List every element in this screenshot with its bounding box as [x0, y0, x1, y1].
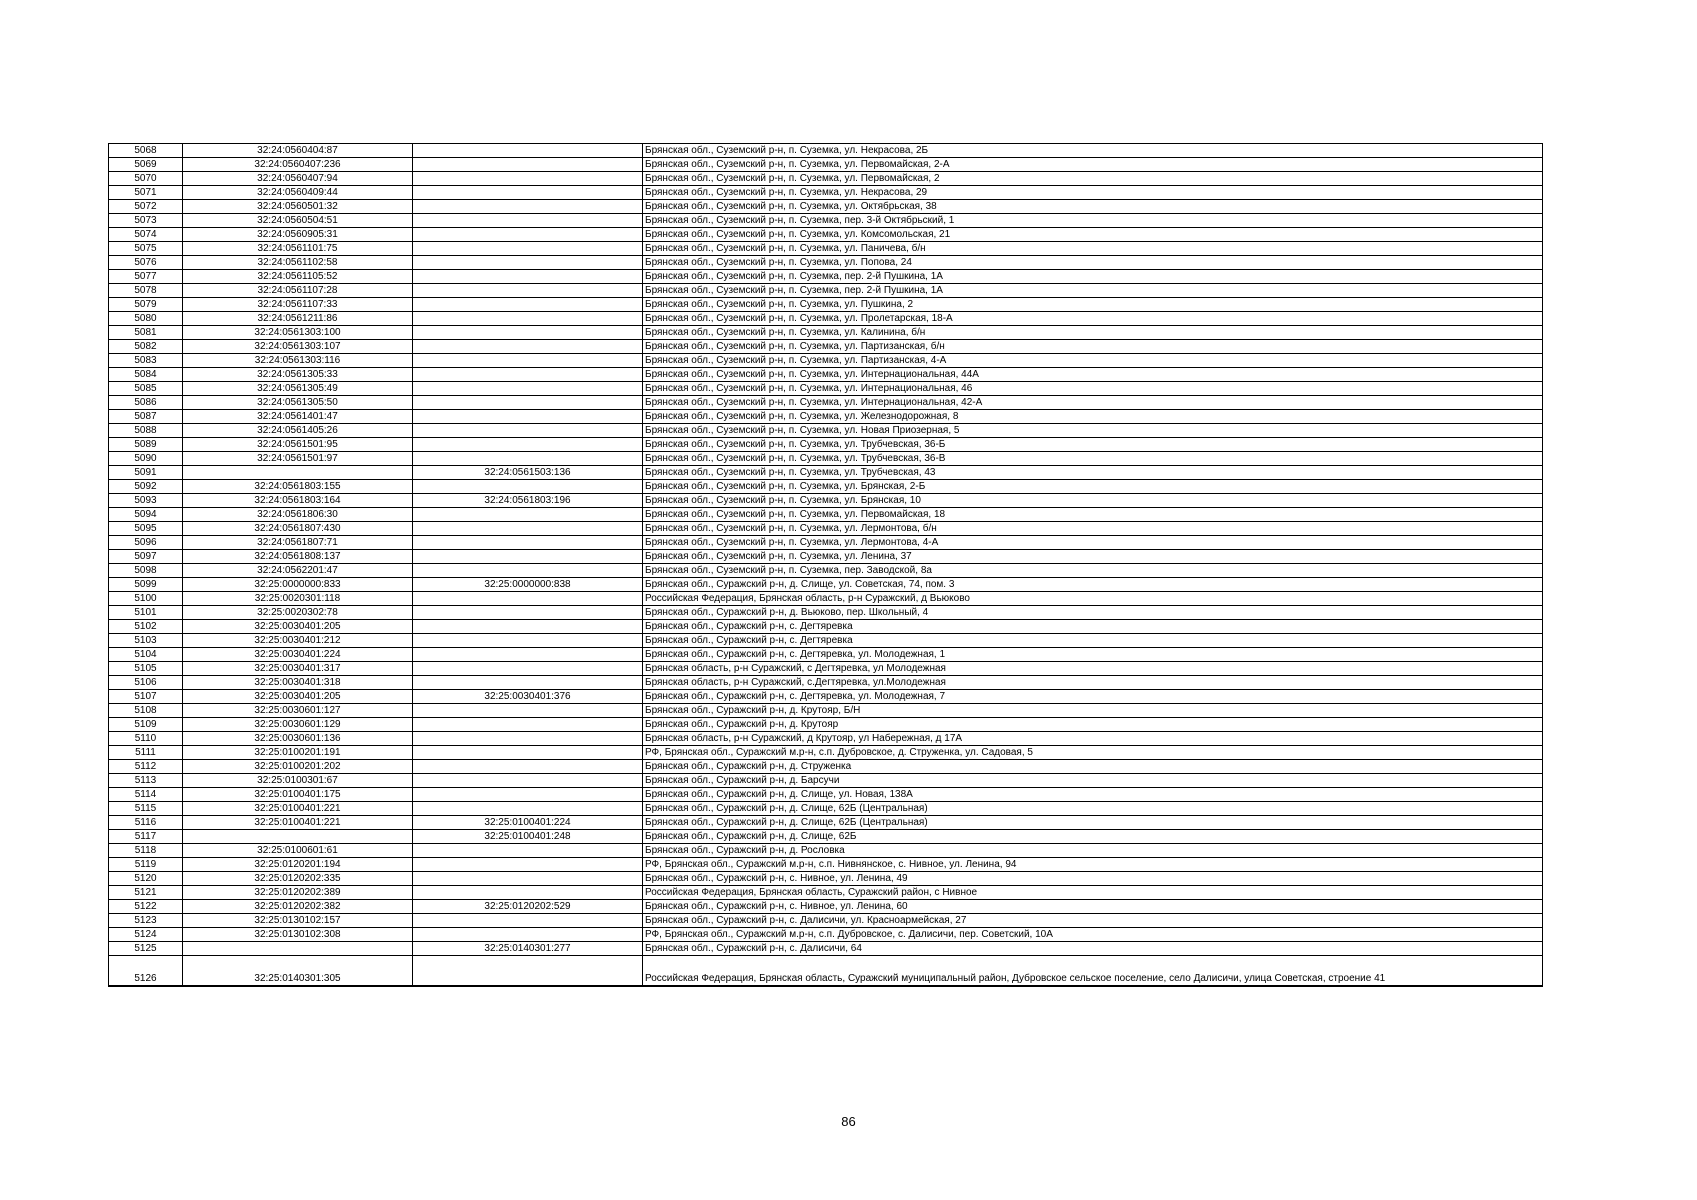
address-cell: Брянская обл., Суражский р-н, д. Барсучи: [643, 774, 1543, 788]
address-cell: Брянская обл., Суземский р-н, п. Суземка, пер. 3-й Октябрьский, 1: [643, 214, 1543, 228]
table-row: [109, 648, 1543, 662]
table-row: [109, 424, 1543, 438]
cadastral-number-cell: 32:25:0100201:202: [183, 760, 413, 774]
related-cadastral-number-cell: [413, 158, 643, 172]
related-cadastral-number-cell: [413, 508, 643, 522]
table-row: [109, 760, 1543, 774]
related-cadastral-number-cell: [413, 424, 643, 438]
cadastral-number-cell: 32:25:0030401:317: [183, 662, 413, 676]
cadastral-number-cell: 32:24:0561808:137: [183, 550, 413, 564]
table-row: [109, 690, 1543, 704]
cadastral-number-cell: 32:25:0030401:205: [183, 690, 413, 704]
cadastral-number-cell: 32:24:0561303:100: [183, 326, 413, 340]
row-number-cell: 5124: [109, 928, 183, 942]
property-table-body: [109, 144, 1543, 987]
address-cell: Брянская обл., Суземский р-н, п. Суземка, ул. Калинина, б/н: [643, 326, 1543, 340]
address-cell: Брянская обл., Суземский р-н, п. Суземка, ул. Интернациональная, 44А: [643, 368, 1543, 382]
table-row: [109, 606, 1543, 620]
cadastral-number-cell: 32:24:0561305:50: [183, 396, 413, 410]
table-row: [109, 228, 1543, 242]
address-cell: Российская Федерация, Брянская область, Суражский муниципальный район, Дубровское сельское поселение, село Далисичи, улица Советская, строение 41: [643, 956, 1543, 987]
related-cadastral-number-cell: [413, 774, 643, 788]
cadastral-number-cell: 32:25:0020301:118: [183, 592, 413, 606]
address-cell: Брянская обл., Суземский р-н, п. Суземка, ул. Лермонтова, б/н: [643, 522, 1543, 536]
row-number-cell: 5080: [109, 312, 183, 326]
row-number-cell: 5094: [109, 508, 183, 522]
cadastral-number-cell: 32:24:0561305:33: [183, 368, 413, 382]
address-cell: Брянская обл., Суземский р-н, п. Суземка, ул. Некрасова, 2Б: [643, 144, 1543, 158]
table-row: [109, 200, 1543, 214]
address-cell: Брянская обл., Суземский р-н, п. Суземка, ул. Комсомольская, 21: [643, 228, 1543, 242]
row-number-cell: 5069: [109, 158, 183, 172]
row-number-cell: 5072: [109, 200, 183, 214]
row-number-cell: 5090: [109, 452, 183, 466]
row-number-cell: 5088: [109, 424, 183, 438]
cadastral-number-cell: 32:24:0561803:164: [183, 494, 413, 508]
table-row: [109, 746, 1543, 760]
table-row: [109, 732, 1543, 746]
table-row: [109, 508, 1543, 522]
address-cell: Брянская обл., Суражский р-н, д. Крутояр, Б/Н: [643, 704, 1543, 718]
address-cell: Брянская обл., Суземский р-н, п. Суземка, ул. Первомайская, 2: [643, 172, 1543, 186]
row-number-cell: 5114: [109, 788, 183, 802]
page-number: 86: [841, 1114, 856, 1129]
table-row: [109, 788, 1543, 802]
related-cadastral-number-cell: [413, 340, 643, 354]
address-cell: Брянская обл., Суземский р-н, п. Суземка, ул. Некрасова, 29: [643, 186, 1543, 200]
row-number-cell: 5070: [109, 172, 183, 186]
table-row: [109, 270, 1543, 284]
address-cell: Брянская область, р-н Суражский, с.Дегтяревка, ул.Молодежная: [643, 676, 1543, 690]
table-row: [109, 858, 1543, 872]
related-cadastral-number-cell: [413, 536, 643, 550]
row-number-cell: 5102: [109, 620, 183, 634]
related-cadastral-number-cell: [413, 872, 643, 886]
cadastral-number-cell: 32:24:0561807:71: [183, 536, 413, 550]
cadastral-number-cell: 32:24:0561101:75: [183, 242, 413, 256]
cadastral-number-cell: 32:24:0561303:116: [183, 354, 413, 368]
related-cadastral-number-cell: [413, 382, 643, 396]
row-number-cell: 5122: [109, 900, 183, 914]
address-cell: Брянская обл., Суземский р-н, п. Суземка, ул. Трубчевская, 36-Б: [643, 438, 1543, 452]
related-cadastral-number-cell: [413, 746, 643, 760]
row-number-cell: 5120: [109, 872, 183, 886]
address-cell: Брянская обл., Суземский р-н, п. Суземка, ул. Лермонтова, 4-А: [643, 536, 1543, 550]
row-number-cell: 5103: [109, 634, 183, 648]
table-row: [109, 676, 1543, 690]
related-cadastral-number-cell: [413, 256, 643, 270]
address-cell: Брянская область, р-н Суражский, с Дегтяревка, ул Молодежная: [643, 662, 1543, 676]
address-cell: Брянская обл., Суражский р-н, д. Слище, 62Б (Центральная): [643, 802, 1543, 816]
related-cadastral-number-cell: 32:24:0561803:196: [413, 494, 643, 508]
table-row: [109, 900, 1543, 914]
row-number-cell: 5084: [109, 368, 183, 382]
table-row: [109, 396, 1543, 410]
cadastral-number-cell: 32:25:0030601:136: [183, 732, 413, 746]
cadastral-number-cell: 32:25:0100401:175: [183, 788, 413, 802]
related-cadastral-number-cell: [413, 214, 643, 228]
related-cadastral-number-cell: [413, 620, 643, 634]
cadastral-number-cell: 32:25:0020302:78: [183, 606, 413, 620]
row-number-cell: 5101: [109, 606, 183, 620]
related-cadastral-number-cell: [413, 662, 643, 676]
address-cell: Брянская обл., Суземский р-н, п. Суземка, ул. Трубчевская, 43: [643, 466, 1543, 480]
address-cell: Брянская обл., Суземский р-н, п. Суземка, ул. Железнодорожная, 8: [643, 410, 1543, 424]
row-number-cell: 5108: [109, 704, 183, 718]
related-cadastral-number-cell: 32:25:0000000:838: [413, 578, 643, 592]
address-cell: Брянская обл., Суземский р-н, п. Суземка, пер. 2-й Пушкина, 1А: [643, 284, 1543, 298]
table-row: [109, 340, 1543, 354]
related-cadastral-number-cell: [413, 354, 643, 368]
cadastral-number-cell: 32:24:0561303:107: [183, 340, 413, 354]
row-number-cell: 5107: [109, 690, 183, 704]
address-cell: Брянская обл., Суражский р-н, с. Далисичи, 64: [643, 942, 1543, 956]
cadastral-number-cell: 32:25:0130102:157: [183, 914, 413, 928]
cadastral-number-cell: 32:25:0120202:382: [183, 900, 413, 914]
address-cell: Брянская обл., Суземский р-н, п. Суземка, ул. Брянская, 2-Б: [643, 480, 1543, 494]
cadastral-number-cell: 32:24:0561803:155: [183, 480, 413, 494]
row-number-cell: 5113: [109, 774, 183, 788]
table-row: [109, 704, 1543, 718]
cadastral-number-cell: 32:24:0561305:49: [183, 382, 413, 396]
address-cell: Брянская обл., Суземский р-н, п. Суземка, ул. Октябрьская, 38: [643, 200, 1543, 214]
table-row: [109, 522, 1543, 536]
cadastral-number-cell: 32:25:0030401:205: [183, 620, 413, 634]
related-cadastral-number-cell: [413, 564, 643, 578]
table-row: [109, 410, 1543, 424]
table-row: [109, 144, 1543, 158]
related-cadastral-number-cell: 32:25:0120202:529: [413, 900, 643, 914]
address-cell: Брянская обл., Суземский р-н, п. Суземка, пер. Заводской, 8а: [643, 564, 1543, 578]
address-cell: Брянская обл., Суземский р-н, п. Суземка, ул. Ленина, 37: [643, 550, 1543, 564]
cadastral-number-cell: 32:25:0030401:224: [183, 648, 413, 662]
address-cell: Брянская обл., Суземский р-н, п. Суземка, ул. Первомайская, 2-А: [643, 158, 1543, 172]
row-number-cell: 5079: [109, 298, 183, 312]
address-cell: Брянская обл., Суземский р-н, п. Суземка, ул. Интернациональная, 46: [643, 382, 1543, 396]
cadastral-number-cell: 32:25:0120202:389: [183, 886, 413, 900]
address-cell: Российская Федерация, Брянская область, Суражский район, с Нивное: [643, 886, 1543, 900]
related-cadastral-number-cell: [413, 858, 643, 872]
cadastral-number-cell: 32:24:0561211:86: [183, 312, 413, 326]
cadastral-number-cell: 32:24:0560501:32: [183, 200, 413, 214]
address-cell: Брянская обл., Суражский р-н, д. Слище, 62Б: [643, 830, 1543, 844]
table-row: [109, 802, 1543, 816]
related-cadastral-number-cell: [413, 480, 643, 494]
row-number-cell: 5121: [109, 886, 183, 900]
cadastral-number-cell: 32:24:0560404:87: [183, 144, 413, 158]
related-cadastral-number-cell: [413, 368, 643, 382]
row-number-cell: 5104: [109, 648, 183, 662]
row-number-cell: 5109: [109, 718, 183, 732]
row-number-cell: 5071: [109, 186, 183, 200]
cadastral-number-cell: 32:25:0100301:67: [183, 774, 413, 788]
related-cadastral-number-cell: [413, 592, 643, 606]
cadastral-number-cell: [183, 942, 413, 956]
row-number-cell: 5126: [109, 956, 183, 987]
row-number-cell: 5076: [109, 256, 183, 270]
table-row: [109, 172, 1543, 186]
address-cell: Брянская обл., Суземский р-н, п. Суземка, пер. 2-й Пушкина, 1А: [643, 270, 1543, 284]
row-number-cell: 5100: [109, 592, 183, 606]
cadastral-number-cell: 32:25:0100201:191: [183, 746, 413, 760]
related-cadastral-number-cell: [413, 522, 643, 536]
cadastral-number-cell: 32:25:0100401:221: [183, 816, 413, 830]
row-number-cell: 5091: [109, 466, 183, 480]
related-cadastral-number-cell: [413, 326, 643, 340]
related-cadastral-number-cell: [413, 550, 643, 564]
related-cadastral-number-cell: [413, 704, 643, 718]
table-row: [109, 326, 1543, 340]
table-row: [109, 214, 1543, 228]
table-row: [109, 662, 1543, 676]
row-number-cell: 5115: [109, 802, 183, 816]
table-row: [109, 816, 1543, 830]
address-cell: Брянская обл., Суземский р-н, п. Суземка, ул. Брянская, 10: [643, 494, 1543, 508]
address-cell: Брянская обл., Суражский р-н, д. Крутояр: [643, 718, 1543, 732]
address-cell: Брянская обл., Суземский р-н, п. Суземка, ул. Партизанская, б/н: [643, 340, 1543, 354]
table-row: [109, 298, 1543, 312]
table-row: [109, 354, 1543, 368]
row-number-cell: 5089: [109, 438, 183, 452]
row-number-cell: 5085: [109, 382, 183, 396]
table-row: [109, 550, 1543, 564]
address-cell: РФ, Брянская обл., Суражский м.р-н, с.п. Дубровское, д. Струженка, ул. Садовая, 5: [643, 746, 1543, 760]
row-number-cell: 5077: [109, 270, 183, 284]
row-number-cell: 5096: [109, 536, 183, 550]
row-number-cell: 5106: [109, 676, 183, 690]
related-cadastral-number-cell: [413, 242, 643, 256]
cadastral-number-cell: 32:24:0560409:44: [183, 186, 413, 200]
row-number-cell: 5118: [109, 844, 183, 858]
row-number-cell: 5105: [109, 662, 183, 676]
related-cadastral-number-cell: 32:25:0100401:248: [413, 830, 643, 844]
related-cadastral-number-cell: [413, 396, 643, 410]
address-cell: Брянская обл., Суражский р-н, с. Нивное, ул. Ленина, 60: [643, 900, 1543, 914]
table-row: [109, 620, 1543, 634]
cadastral-number-cell: 32:24:0561501:97: [183, 452, 413, 466]
address-cell: Брянская обл., Суражский р-н, с. Нивное, ул. Ленина, 49: [643, 872, 1543, 886]
address-cell: Брянская обл., Суземский р-н, п. Суземка, ул. Новая Приозерная, 5: [643, 424, 1543, 438]
cadastral-number-cell: 32:24:0560905:31: [183, 228, 413, 242]
related-cadastral-number-cell: 32:25:0030401:376: [413, 690, 643, 704]
table-row: [109, 956, 1543, 987]
address-cell: Брянская обл., Суражский р-н, с. Дегтяревка, ул. Молодежная, 7: [643, 690, 1543, 704]
table-row: [109, 830, 1543, 844]
cadastral-number-cell: 32:25:0130102:308: [183, 928, 413, 942]
cadastral-number-cell: 32:25:0100401:221: [183, 802, 413, 816]
row-number-cell: 5095: [109, 522, 183, 536]
cadastral-number-cell: [183, 830, 413, 844]
related-cadastral-number-cell: [413, 186, 643, 200]
row-number-cell: 5112: [109, 760, 183, 774]
row-number-cell: 5093: [109, 494, 183, 508]
row-number-cell: 5098: [109, 564, 183, 578]
cadastral-number-cell: 32:25:0030401:318: [183, 676, 413, 690]
cadastral-number-cell: 32:24:0560407:236: [183, 158, 413, 172]
address-cell: Брянская обл., Суземский р-н, п. Суземка, ул. Интернациональная, 42-А: [643, 396, 1543, 410]
related-cadastral-number-cell: [413, 956, 643, 987]
related-cadastral-number-cell: [413, 228, 643, 242]
address-cell: Брянская обл., Суражский р-н, с. Дегтяревка: [643, 634, 1543, 648]
cadastral-number-cell: 32:24:0561806:30: [183, 508, 413, 522]
address-cell: Брянская обл., Суземский р-н, п. Суземка, ул. Попова, 24: [643, 256, 1543, 270]
row-number-cell: 5111: [109, 746, 183, 760]
related-cadastral-number-cell: [413, 200, 643, 214]
table-row: [109, 718, 1543, 732]
cadastral-number-cell: 32:25:0030601:127: [183, 704, 413, 718]
cadastral-number-cell: 32:25:0140301:305: [183, 956, 413, 987]
cadastral-number-cell: 32:25:0100601:61: [183, 844, 413, 858]
cadastral-number-cell: 32:24:0561501:95: [183, 438, 413, 452]
related-cadastral-number-cell: [413, 914, 643, 928]
related-cadastral-number-cell: [413, 144, 643, 158]
table-row: [109, 242, 1543, 256]
cadastral-number-cell: 32:24:0561107:28: [183, 284, 413, 298]
address-cell: Брянская обл., Суражский р-н, д. Рословка: [643, 844, 1543, 858]
table-row: [109, 256, 1543, 270]
row-number-cell: 5099: [109, 578, 183, 592]
table-row: [109, 872, 1543, 886]
cadastral-number-cell: 32:24:0562201:47: [183, 564, 413, 578]
table-row: [109, 186, 1543, 200]
cadastral-number-cell: [183, 466, 413, 480]
row-number-cell: 5097: [109, 550, 183, 564]
table-row: [109, 466, 1543, 480]
row-number-cell: 5074: [109, 228, 183, 242]
related-cadastral-number-cell: [413, 410, 643, 424]
cadastral-number-cell: 32:24:0560407:94: [183, 172, 413, 186]
table-row: [109, 844, 1543, 858]
table-row: [109, 774, 1543, 788]
related-cadastral-number-cell: [413, 844, 643, 858]
cadastral-number-cell: 32:24:0561107:33: [183, 298, 413, 312]
address-cell: Брянская обл., Суземский р-н, п. Суземка, ул. Первомайская, 18: [643, 508, 1543, 522]
row-number-cell: 5086: [109, 396, 183, 410]
table-row: [109, 312, 1543, 326]
row-number-cell: 5125: [109, 942, 183, 956]
table-row: [109, 928, 1543, 942]
row-number-cell: 5087: [109, 410, 183, 424]
row-number-cell: 5075: [109, 242, 183, 256]
cadastral-number-cell: 32:25:0120202:335: [183, 872, 413, 886]
row-number-cell: 5110: [109, 732, 183, 746]
cadastral-number-cell: 32:24:0561807:430: [183, 522, 413, 536]
related-cadastral-number-cell: [413, 312, 643, 326]
row-number-cell: 5073: [109, 214, 183, 228]
related-cadastral-number-cell: 32:25:0100401:224: [413, 816, 643, 830]
cadastral-number-cell: 32:24:0561405:26: [183, 424, 413, 438]
address-cell: Брянская обл., Суземский р-н, п. Суземка, ул. Партизанская, 4-А: [643, 354, 1543, 368]
table-row: [109, 438, 1543, 452]
table-row: [109, 382, 1543, 396]
related-cadastral-number-cell: [413, 676, 643, 690]
cadastral-number-cell: 32:24:0561105:52: [183, 270, 413, 284]
row-number-cell: 5092: [109, 480, 183, 494]
row-number-cell: 5117: [109, 830, 183, 844]
address-cell: Брянская обл., Суражский р-н, д. Струженка: [643, 760, 1543, 774]
related-cadastral-number-cell: [413, 606, 643, 620]
address-cell: Брянская обл., Суражский р-н, с. Дегтяревка: [643, 620, 1543, 634]
related-cadastral-number-cell: [413, 732, 643, 746]
table-row: [109, 494, 1543, 508]
row-number-cell: 5082: [109, 340, 183, 354]
address-cell: Брянская обл., Суземский р-н, п. Суземка, ул. Трубчевская, 36-В: [643, 452, 1543, 466]
address-cell: Брянская обл., Суражский р-н, д. Слище, ул. Советская, 74, пом. 3: [643, 578, 1543, 592]
cadastral-number-cell: 32:25:0000000:833: [183, 578, 413, 592]
address-cell: Брянская обл., Суземский р-н, п. Суземка, ул. Паничева, б/н: [643, 242, 1543, 256]
row-number-cell: 5116: [109, 816, 183, 830]
related-cadastral-number-cell: 32:25:0140301:277: [413, 942, 643, 956]
related-cadastral-number-cell: [413, 788, 643, 802]
related-cadastral-number-cell: [413, 802, 643, 816]
address-cell: Российская Федерация, Брянская область, р-н Суражский, д Вьюково: [643, 592, 1543, 606]
related-cadastral-number-cell: [413, 718, 643, 732]
cadastral-number-cell: 32:25:0030401:212: [183, 634, 413, 648]
row-number-cell: 5081: [109, 326, 183, 340]
related-cadastral-number-cell: [413, 452, 643, 466]
table-row: [109, 564, 1543, 578]
row-number-cell: 5078: [109, 284, 183, 298]
property-table: [108, 143, 1543, 987]
address-cell: Брянская обл., Суземский р-н, п. Суземка, ул. Пушкина, 2: [643, 298, 1543, 312]
address-cell: Брянская обл., Суражский р-н, с. Дегтяревка, ул. Молодежная, 1: [643, 648, 1543, 662]
cadastral-number-cell: 32:25:0030601:129: [183, 718, 413, 732]
related-cadastral-number-cell: 32:24:0561503:136: [413, 466, 643, 480]
related-cadastral-number-cell: [413, 284, 643, 298]
row-number-cell: 5119: [109, 858, 183, 872]
related-cadastral-number-cell: [413, 886, 643, 900]
table-row: [109, 368, 1543, 382]
address-cell: Брянская обл., Суражский р-н, д. Вьюково, пер. Школьный, 4: [643, 606, 1543, 620]
table-row: [109, 158, 1543, 172]
address-cell: Брянская обл., Суражский р-н, с. Далисичи, ул. Красноармейская, 27: [643, 914, 1543, 928]
related-cadastral-number-cell: [413, 760, 643, 774]
related-cadastral-number-cell: [413, 438, 643, 452]
related-cadastral-number-cell: [413, 634, 643, 648]
address-cell: Брянская обл., Суземский р-н, п. Суземка, ул. Пролетарская, 18-А: [643, 312, 1543, 326]
address-cell: РФ, Брянская обл., Суражский м.р-н, с.п. Нивнянское, с. Нивное, ул. Ленина, 94: [643, 858, 1543, 872]
related-cadastral-number-cell: [413, 298, 643, 312]
cadastral-number-cell: 32:25:0120201:194: [183, 858, 413, 872]
related-cadastral-number-cell: [413, 648, 643, 662]
address-cell: Брянская обл., Суражский р-н, д. Слище, 62Б (Центральная): [643, 816, 1543, 830]
cadastral-number-cell: 32:24:0561102:58: [183, 256, 413, 270]
row-number-cell: 5068: [109, 144, 183, 158]
address-cell: Брянская область, р-н Суражский, д Крутояр, ул Набережная, д 17А: [643, 732, 1543, 746]
table-row: [109, 284, 1543, 298]
row-number-cell: 5083: [109, 354, 183, 368]
table-row: [109, 634, 1543, 648]
cadastral-number-cell: 32:24:0560504:51: [183, 214, 413, 228]
address-cell: Брянская обл., Суражский р-н, д. Слище, ул. Новая, 138А: [643, 788, 1543, 802]
row-number-cell: 5123: [109, 914, 183, 928]
table-row: [109, 536, 1543, 550]
related-cadastral-number-cell: [413, 270, 643, 284]
address-cell: РФ, Брянская обл., Суражский м.р-н, с.п. Дубровское, с. Далисичи, пер. Советский, 10А: [643, 928, 1543, 942]
table-row: [109, 942, 1543, 956]
table-row: [109, 886, 1543, 900]
table-row: [109, 578, 1543, 592]
table-row: [109, 452, 1543, 466]
table-row: [109, 480, 1543, 494]
related-cadastral-number-cell: [413, 928, 643, 942]
table-row: [109, 914, 1543, 928]
table-row: [109, 592, 1543, 606]
cadastral-number-cell: 32:24:0561401:47: [183, 410, 413, 424]
related-cadastral-number-cell: [413, 172, 643, 186]
